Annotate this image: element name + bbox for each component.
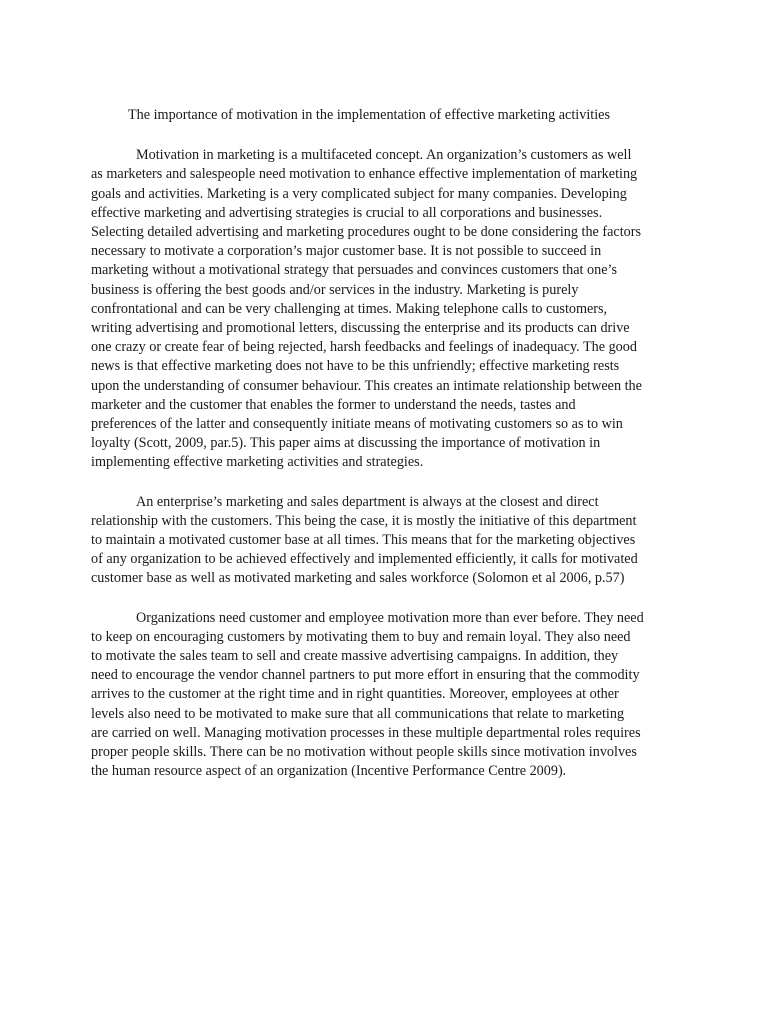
paragraph-line: customer base as well as motivated marketing and sales workforce (Solomon et al 2006, p.57) [91, 570, 625, 587]
paragraph-line: business is offering the best goods and/or services in the industry. Marketing is purely [91, 281, 579, 298]
paragraph-line: are carried on well. Managing motivation processes in these multiple departmental roles requires [91, 724, 641, 741]
paragraph-line: marketer and the customer that enables the former to understand the needs, tastes and [91, 396, 576, 413]
paragraph [91, 609, 678, 782]
paragraph-line: effective marketing and advertising strategies is crucial to all corporations and businesses. [91, 204, 603, 221]
paragraph-line: to maintain a motivated customer base at all times. This means that for the marketing objectives [91, 532, 636, 549]
paragraph-line: to motivate the sales team to sell and create massive advertising campaigns. In addition, they [91, 648, 619, 665]
paragraph-line: one crazy or create fear of being rejected, harsh feedbacks and feelings of inadequacy. The good [91, 339, 637, 356]
paragraph-line: marketing without a motivational strategy that persuades and convinces customers that one’s [91, 262, 617, 279]
paragraph [91, 493, 678, 589]
paragraph-line: of any organization to be achieved effectively and implemented efficiently, it calls for motivated [91, 551, 638, 568]
paragraph-line: levels also need to be motivated to make sure that all communications that relate to marketing [91, 705, 625, 722]
paragraph-line: as marketers and salespeople need motivation to enhance effective implementation of marketing [91, 166, 638, 183]
document-body [91, 106, 678, 802]
paragraph-line: Organizations need customer and employee motivation more than ever before. They need [136, 609, 644, 626]
paragraph-line: need to encourage the vendor channel partners to put more effort in ensuring that the commodity [91, 667, 640, 684]
paragraph-line: upon the understanding of consumer behaviour. This creates an intimate relationship between the [91, 377, 642, 394]
document-title: The importance of motivation in the implementation of effective marketing activities [128, 107, 610, 123]
paragraph-line: arrives to the customer at the right time and in right quantities. Moreover, employees at other [91, 686, 619, 703]
paragraph-line: Motivation in marketing is a multifaceted concept. An organization’s customers as well [136, 147, 632, 164]
paragraph-line: goals and activities. Marketing is a very complicated subject for many companies. Developing [91, 185, 627, 202]
paragraph-line: writing advertising and promotional letters, discussing the enterprise and its products can drive [91, 320, 630, 337]
paragraph-line: to keep on encouraging customers by motivating them to buy and remain loyal. They also need [91, 628, 631, 645]
paragraph-line: implementing effective marketing activities and strategies. [91, 454, 424, 471]
paragraph-list [91, 146, 678, 781]
paragraph-line: proper people skills. There can be no motivation without people skills since motivation involves [91, 744, 637, 761]
paragraph-line: the human resource aspect of an organization (Incentive Performance Centre 2009). [91, 763, 567, 780]
paragraph-line: confrontational and can be very challenging at times. Making telephone calls to customers, [91, 300, 608, 317]
paragraph [91, 146, 678, 472]
paragraph-line: loyalty (Scott, 2009, par.5). This paper aims at discussing the importance of motivation in [91, 435, 601, 452]
paragraph-line: necessary to motivate a corporation’s major customer base. It is not possible to succeed in [91, 243, 602, 260]
paragraph-line: An enterprise’s marketing and sales department is always at the closest and direct [136, 493, 599, 510]
paragraph-line: Selecting detailed advertising and marketing procedures ought to be done considering the factors [91, 224, 641, 241]
paragraph-line: relationship with the customers. This being the case, it is mostly the initiative of this department [91, 512, 637, 529]
paragraph-line: news is that effective marketing does not have to be this unfriendly; effective marketing rests [91, 358, 620, 375]
paragraph-line: preferences of the latter and consequently initiate means of motivating customers so as to win [91, 416, 623, 433]
